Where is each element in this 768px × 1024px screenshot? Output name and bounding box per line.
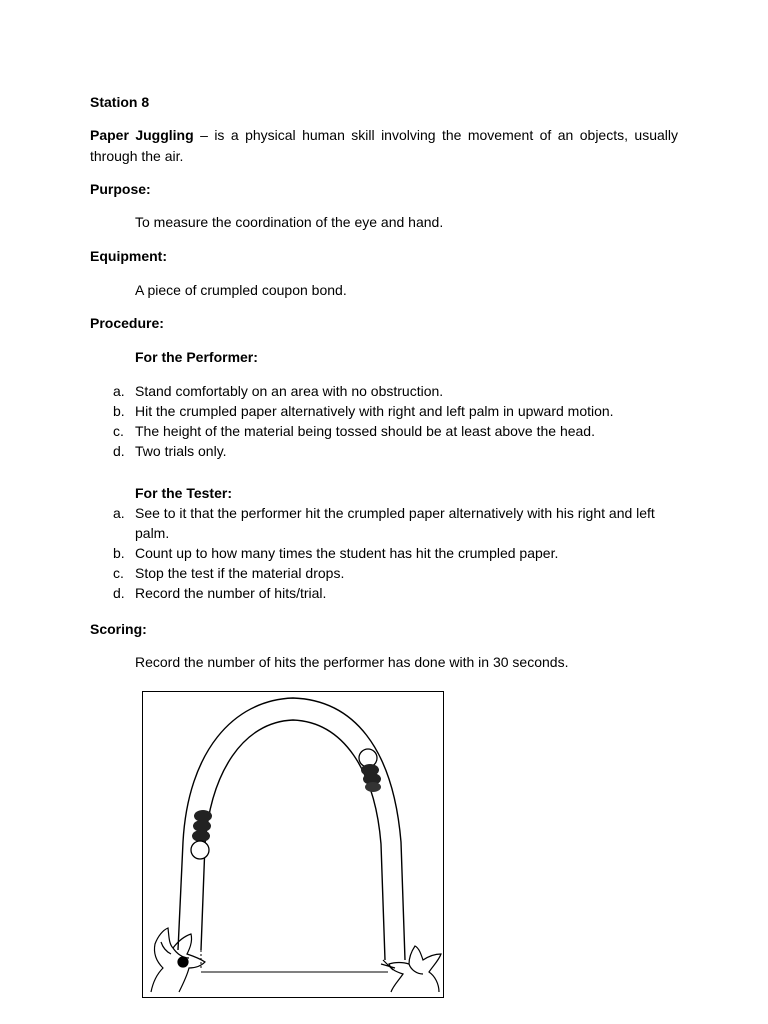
list-text: Stand comfortably on an area with no obstruction. xyxy=(135,383,444,399)
list-label: c. xyxy=(113,565,124,581)
juggling-arc-drawing xyxy=(143,692,443,997)
scoring-text: Record the number of hits the performer has done with in 30 seconds. xyxy=(135,654,569,670)
list-label: d. xyxy=(113,443,125,459)
performer-list xyxy=(90,381,680,461)
list-label: b. xyxy=(113,545,125,561)
intro-paragraph xyxy=(90,125,678,167)
list-item xyxy=(90,503,680,543)
list-label: c. xyxy=(113,423,124,439)
scoring-heading: Scoring: xyxy=(90,621,147,637)
list-item xyxy=(90,401,680,421)
equipment-text: A piece of crumpled coupon bond. xyxy=(135,282,347,298)
list-item xyxy=(90,421,680,441)
list-text: See to it that the performer hit the crumpled paper alternatively with his right and left palm. xyxy=(135,505,655,541)
list-text: Stop the test if the material drops. xyxy=(135,565,345,581)
list-label: a. xyxy=(113,383,125,399)
arc-inner xyxy=(201,720,385,960)
list-item xyxy=(90,381,680,401)
purpose-text: To measure the coordination of the eye and hand. xyxy=(135,214,444,230)
list-item xyxy=(90,563,680,583)
list-text: Record the number of hits/trial. xyxy=(135,585,327,601)
right-paper-balls xyxy=(359,749,381,792)
intro-definition: – is a physical human skill involving the movement of an objects, usually through the air. xyxy=(90,127,679,164)
list-item xyxy=(90,583,680,603)
equipment-heading: Equipment: xyxy=(90,248,167,264)
list-item xyxy=(90,441,680,461)
list-label: b. xyxy=(113,403,125,419)
list-label: a. xyxy=(113,505,125,521)
procedure-heading: Procedure: xyxy=(90,315,164,331)
list-text: The height of the material being tossed should be at least above the head. xyxy=(135,423,595,439)
list-text: Hit the crumpled paper alternatively with right and left palm in upward motion. xyxy=(135,403,614,419)
right-hand-icon xyxy=(381,946,441,992)
purpose-heading: Purpose: xyxy=(90,181,151,197)
intro-term: Paper Juggling xyxy=(90,127,194,143)
list-label: d. xyxy=(113,585,125,601)
arc-outer xyxy=(178,698,405,960)
station-title: Station 8 xyxy=(90,94,150,110)
list-text: Count up to how many times the student has hit the crumpled paper. xyxy=(135,545,559,561)
tester-heading: For the Tester: xyxy=(135,485,232,501)
tester-list xyxy=(90,503,680,603)
juggling-illustration xyxy=(142,691,444,998)
list-item xyxy=(90,543,680,563)
left-paper-balls xyxy=(191,810,212,859)
performer-heading: For the Performer: xyxy=(135,349,258,365)
list-text: Two trials only. xyxy=(135,443,227,459)
